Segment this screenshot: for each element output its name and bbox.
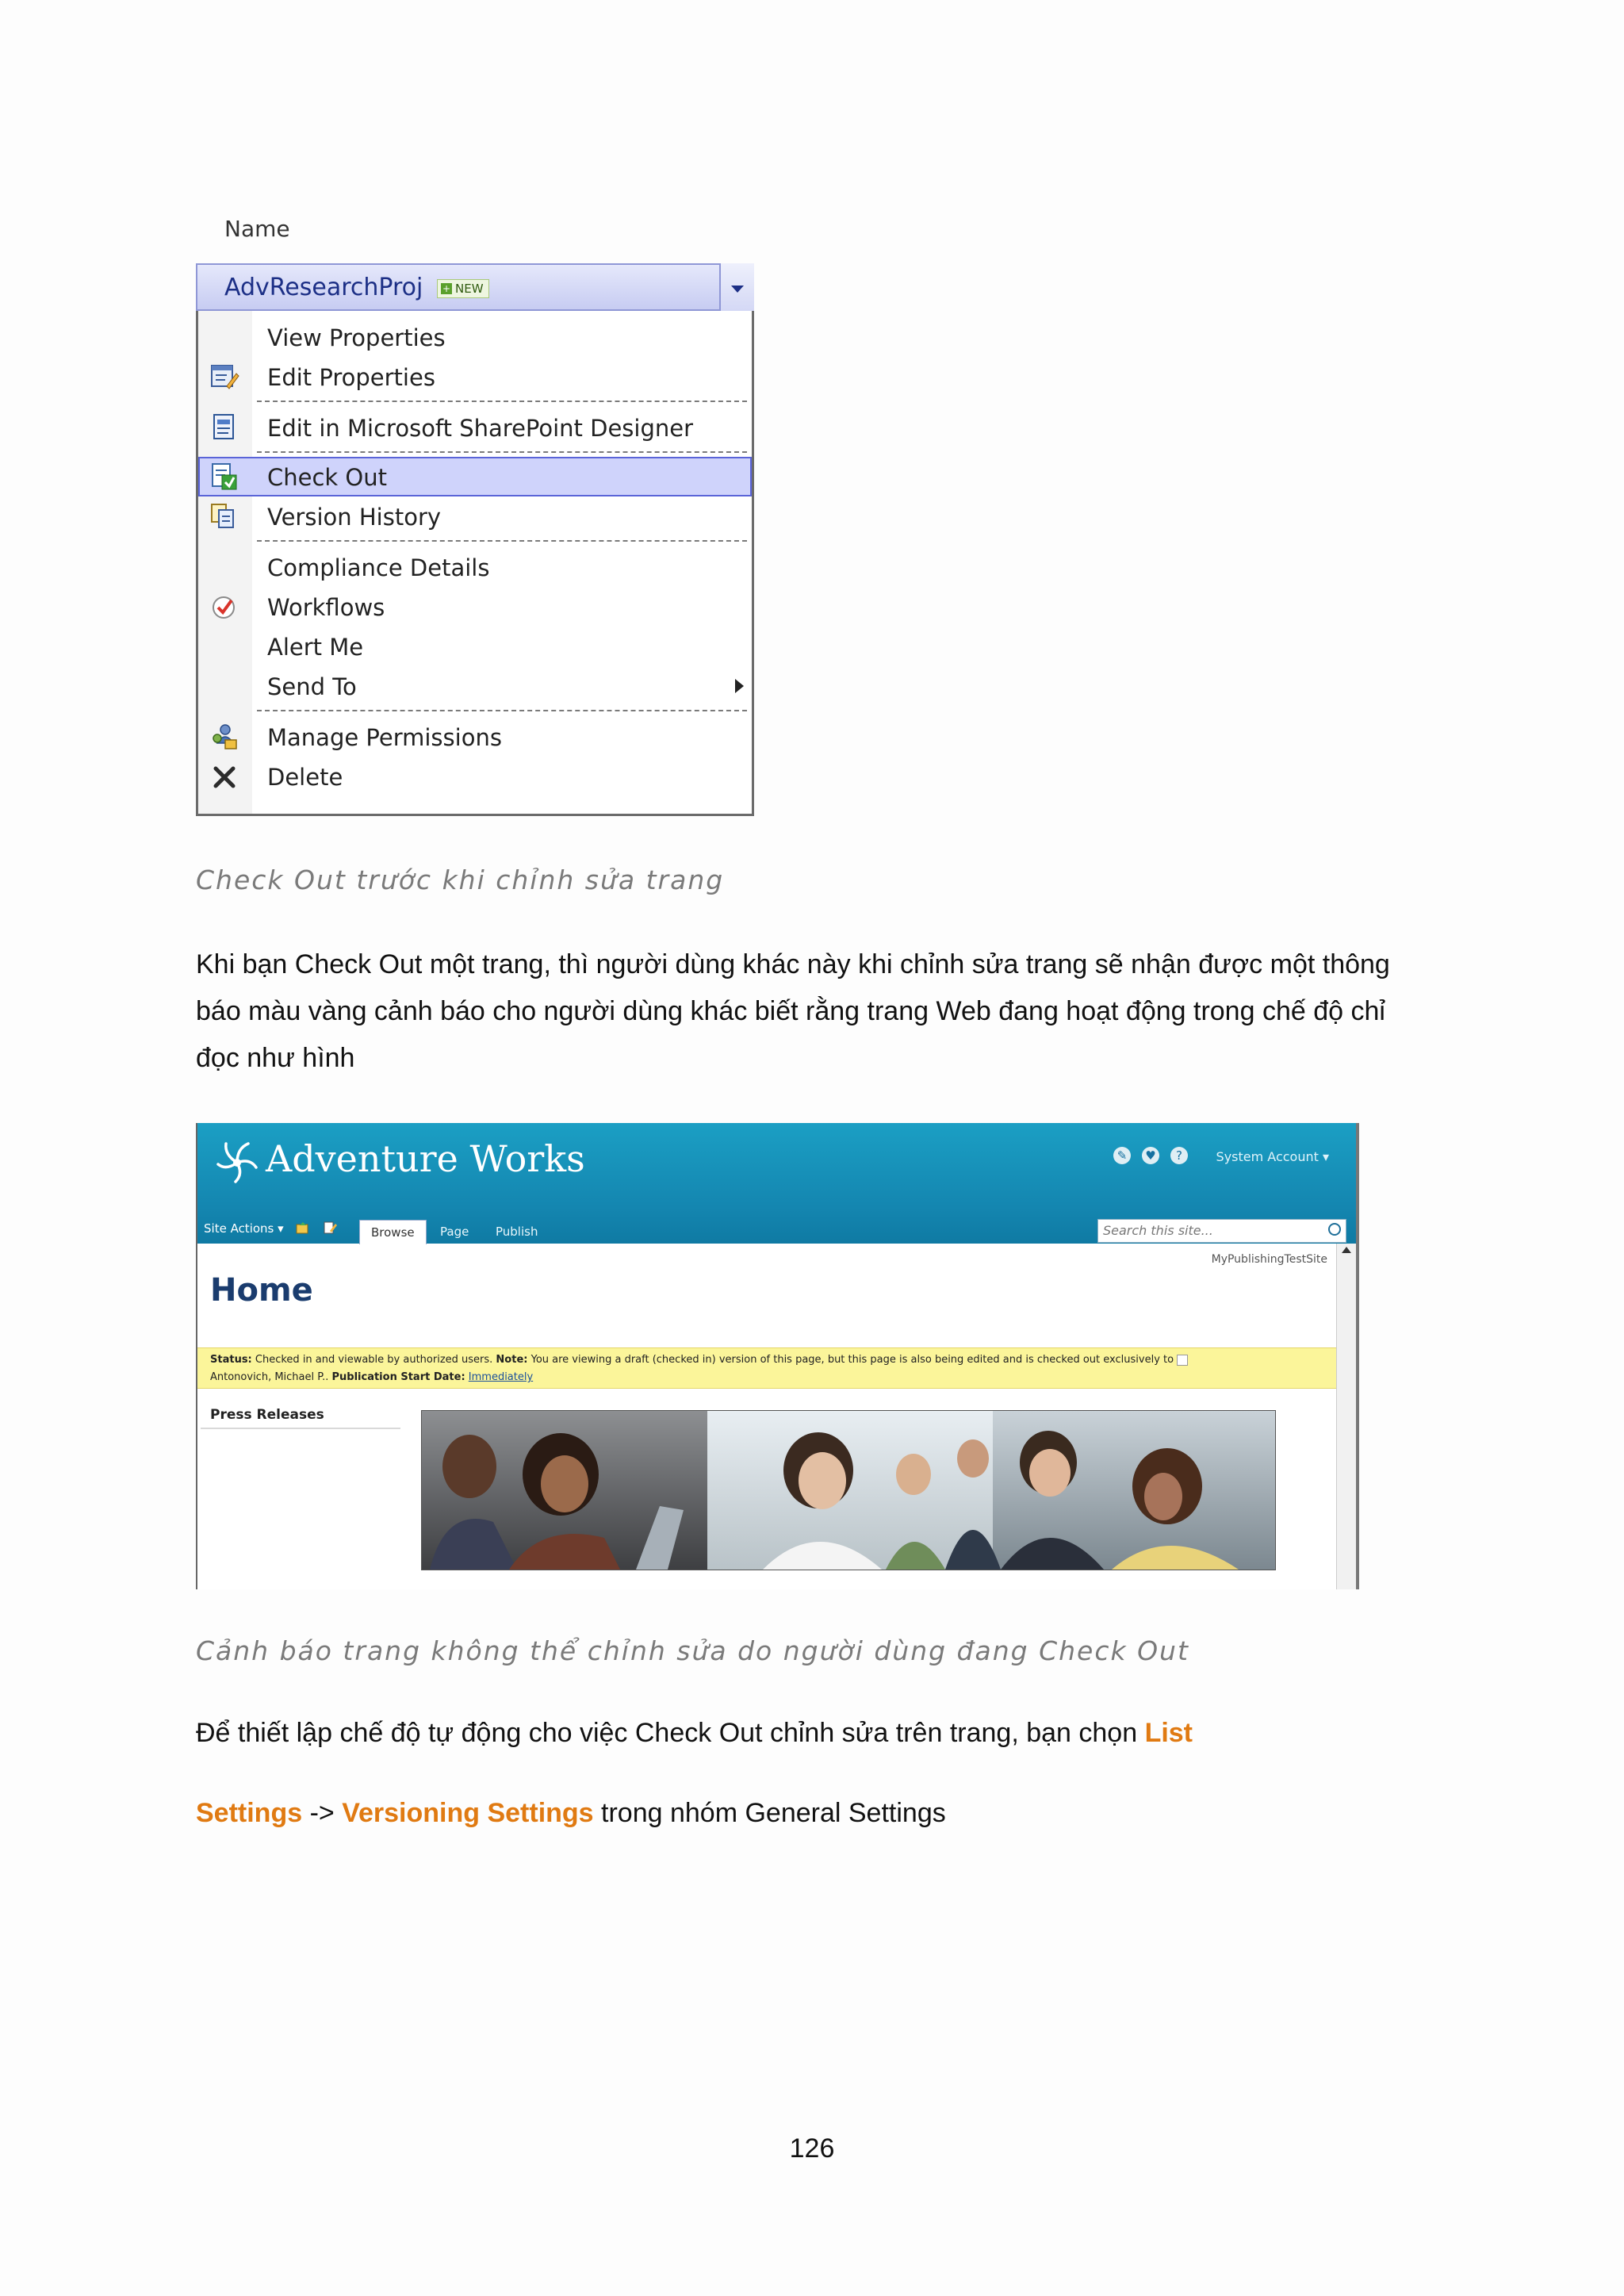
- menu-item-label: Workflows: [267, 594, 385, 621]
- column-header-name: Name: [224, 216, 290, 242]
- adventure-works-logo-icon: [212, 1137, 262, 1188]
- adventure-works-screenshot: [196, 1123, 1359, 1589]
- new-plus-icon: +: [442, 283, 451, 294]
- menu-separator: [257, 451, 747, 453]
- menu-item-compliance-details[interactable]: [198, 547, 752, 587]
- list-link: List: [1144, 1718, 1193, 1748]
- figure-caption-2: Cảnh báo trang không thể chỉnh sửa do người dùng đang Check Out: [196, 1635, 1189, 1666]
- account-menu[interactable]: System Account ▾: [1216, 1149, 1329, 1164]
- team-photo-banner: [421, 1410, 1276, 1570]
- page-title: Home: [210, 1272, 313, 1309]
- menu-item-edit-properties[interactable]: [198, 357, 752, 397]
- user-presence-icon: [1177, 1355, 1188, 1366]
- help-icon[interactable]: ?: [1170, 1147, 1188, 1164]
- menu-item-delete[interactable]: [198, 757, 752, 796]
- site-title[interactable]: Adventure Works: [266, 1137, 585, 1180]
- tab-page[interactable]: Page: [440, 1225, 469, 1239]
- menu-item-label: Edit Properties: [267, 364, 435, 391]
- site-actions-menu[interactable]: Site Actions ▾: [204, 1221, 284, 1236]
- menu-item-label: Delete: [267, 764, 343, 791]
- note-label: Note:: [496, 1354, 528, 1366]
- status-line-1: [210, 1351, 1324, 1369]
- paragraph-2-line-2: [196, 1790, 946, 1837]
- menu-item-alert-me[interactable]: [198, 627, 752, 666]
- tab-publish[interactable]: Publish: [496, 1225, 538, 1239]
- submenu-arrow-icon: [735, 679, 744, 693]
- manage-permissions-icon: [209, 723, 239, 751]
- press-releases-heading[interactable]: Press Releases: [210, 1407, 324, 1423]
- menu-item-version-history[interactable]: [198, 496, 752, 536]
- checked-out-user[interactable]: Antonovich, Michael P..: [210, 1371, 329, 1383]
- paragraph-1-line-1: Khi bạn Check Out một trang, thì người dùng khác này khi chỉnh sửa trang sẽ nhận được một thông: [196, 949, 1390, 979]
- search-placeholder: Search this site...: [1103, 1223, 1213, 1238]
- page-number: 126: [789, 2133, 835, 2164]
- menu-item-view-properties[interactable]: [198, 317, 752, 357]
- new-badge: [437, 279, 489, 298]
- menu-item-check-out[interactable]: [198, 457, 752, 496]
- context-menu: [196, 311, 754, 816]
- new-badge-label: NEW: [455, 282, 484, 296]
- status-text: Checked in and viewable by authorized users.: [255, 1354, 493, 1366]
- navigate-up-icon[interactable]: [296, 1221, 310, 1234]
- site-search-input[interactable]: [1097, 1219, 1346, 1243]
- menu-item-label: Compliance Details: [267, 554, 490, 581]
- menu-item-label: Edit in Microsoft SharePoint Designer: [267, 415, 694, 442]
- header-icon-group: [1113, 1147, 1188, 1164]
- paragraph-1-line-3: đọc như hình: [196, 1043, 355, 1073]
- menu-separator: [257, 540, 747, 542]
- breadcrumb-site-link[interactable]: MyPublishingTestSite: [1211, 1253, 1327, 1266]
- versioning-settings-link: Versioning Settings: [342, 1798, 594, 1828]
- delete-icon: [209, 762, 239, 791]
- check-out-icon: [209, 462, 239, 491]
- paragraph-1: [196, 941, 1390, 1082]
- menu-separator: [257, 401, 747, 402]
- checkout-status-bar: [197, 1347, 1337, 1389]
- list-item-header[interactable]: [196, 263, 754, 311]
- publish-date-value[interactable]: Immediately: [468, 1371, 534, 1383]
- note-text: You are viewing a draft (checked in) version of this page, but this page is also being edited and is checked out exclusively to: [530, 1354, 1174, 1366]
- search-icon[interactable]: [1328, 1223, 1341, 1236]
- paragraph-2-suffix: trong nhóm General Settings: [593, 1798, 946, 1828]
- vertical-scrollbar[interactable]: [1336, 1244, 1356, 1589]
- sharepoint-designer-icon: [209, 413, 239, 442]
- arrow-text: ->: [302, 1798, 343, 1828]
- workflows-icon: [209, 592, 239, 621]
- menu-item-label: Version History: [267, 504, 442, 531]
- ribbon-bar: [197, 1212, 1356, 1244]
- figure-caption-1: Check Out trước khi chỉnh sửa trang: [196, 864, 725, 895]
- paragraph-2-text: Để thiết lập chế độ tự động cho việc Check Out chỉnh sửa trên trang, bạn chọn: [196, 1718, 1145, 1748]
- settings-link: Settings: [196, 1798, 303, 1828]
- tab-browse[interactable]: Browse: [359, 1220, 427, 1244]
- menu-item-label: Alert Me: [267, 634, 364, 661]
- menu-item-label: View Properties: [267, 324, 446, 351]
- item-title[interactable]: AdvResearchProj: [224, 274, 423, 301]
- edit-page-icon[interactable]: [323, 1221, 337, 1234]
- menu-item-workflows[interactable]: [198, 587, 752, 627]
- menu-item-label: Manage Permissions: [267, 724, 502, 751]
- publish-date-label: Publication Start Date:: [331, 1371, 465, 1383]
- version-history-icon: [209, 502, 239, 531]
- edit-properties-icon: [209, 362, 239, 391]
- menu-item-edit-in-designer[interactable]: [198, 408, 752, 447]
- paragraph-1-line-2: báo màu vàng cảnh báo cho người dùng khác biết rằng trang Web đang hoạt động trong chế độ chỉ: [196, 996, 1385, 1026]
- menu-item-send-to[interactable]: [198, 666, 752, 706]
- social-icon[interactable]: ♥: [1142, 1147, 1159, 1164]
- dropdown-arrow-button[interactable]: [719, 263, 754, 311]
- menu-separator: [257, 710, 747, 711]
- menu-item-label: Send To: [267, 673, 357, 700]
- status-line-2: [210, 1369, 1324, 1386]
- sidebar-divider: [201, 1428, 400, 1429]
- site-header-banner: [197, 1123, 1356, 1244]
- menu-item-manage-permissions[interactable]: [198, 717, 752, 757]
- paragraph-2-line-1: [196, 1710, 1193, 1757]
- tag-icon[interactable]: ✎: [1113, 1147, 1131, 1164]
- scroll-up-icon[interactable]: [1342, 1247, 1351, 1253]
- status-label: Status:: [210, 1354, 252, 1366]
- menu-item-label: Check Out: [267, 464, 388, 491]
